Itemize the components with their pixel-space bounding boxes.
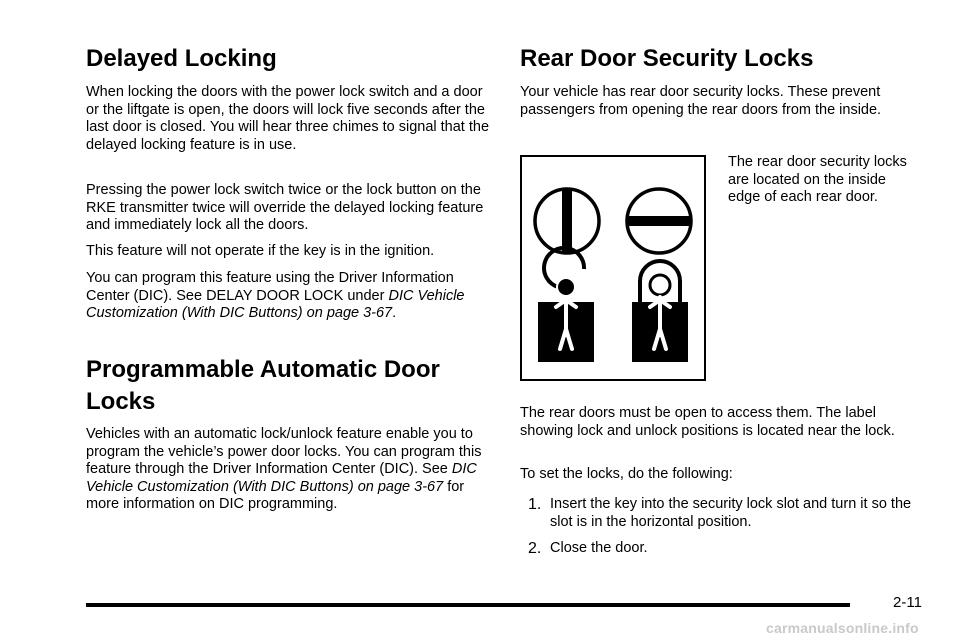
paragraph: When locking the doors with the power lock switch and a door or the liftgate is open, the doors will lock five seconds after the last door is closed. You will hear three chimes to signal that the delayed locking feature is in use.: [86, 84, 490, 153]
slot-horizontal-icon: [627, 189, 691, 253]
list-item-number: 2.: [528, 540, 542, 557]
slot-vertical-icon: [535, 189, 599, 253]
paragraph: This feature will not operate if the key is in the ignition.: [86, 243, 435, 259]
paragraph: To set the locks, do the following:: [520, 466, 733, 482]
section-heading-rear-door-security-locks: Rear Door Security Locks: [520, 45, 814, 72]
list-item-text: Insert the key into the security lock slot and turn it so the slot is in the horizontal position.: [550, 496, 912, 530]
section-heading-programmable-locks: Programmable Automatic Door Locks: [86, 356, 440, 415]
list-item-text: Close the door.: [550, 540, 648, 556]
footer-rule: [86, 603, 850, 607]
section-heading-delayed-locking: Delayed Locking: [86, 45, 277, 72]
child-unlocked-icon: [538, 248, 594, 362]
paragraph: [86, 270, 496, 323]
paragraph: Pressing the power lock switch twice or the lock button on the RKE transmitter twice will override the delayed locking feature and immediately lock all the doors.: [86, 182, 484, 233]
paragraph-text: for more information on DIC programming.: [86, 478, 465, 512]
list-item-number: 1.: [528, 496, 542, 513]
child-locked-icon: [632, 261, 688, 362]
list-item: [528, 540, 920, 558]
security-lock-label-illustration: [520, 155, 706, 381]
watermark: carmanualsonline.info: [766, 620, 919, 636]
page-number: 2-11: [893, 594, 922, 611]
paragraph-text: Vehicles with an automatic lock/unlock feature enable you to program the vehicle’s power door locks. You can program this feature through the Driver Information Center (DIC). See: [86, 426, 482, 477]
paragraph: Your vehicle has rear door security locks. These prevent passengers from opening the rear doors from the inside.: [520, 84, 882, 118]
paragraph: The rear door security locks are located on the inside edge of each rear door.: [728, 154, 907, 205]
paragraph: The rear doors must be open to access them. The label showing lock and unlock positions is located near the lock.: [520, 405, 895, 439]
list-item: [528, 496, 920, 531]
page-reference-link[interactable]: DIC Vehicle Customization (With DIC Buttons) on page 3-67: [86, 287, 465, 321]
paragraph-text: You can program this feature using the Driver Information Center (DIC). See DELAY DOOR LOCK under: [86, 270, 454, 304]
paragraph: [86, 426, 496, 514]
paragraph-text: .: [392, 305, 397, 321]
page-reference-link[interactable]: DIC Vehicle Customization (With DIC Buttons) on page 3-67: [86, 461, 477, 495]
